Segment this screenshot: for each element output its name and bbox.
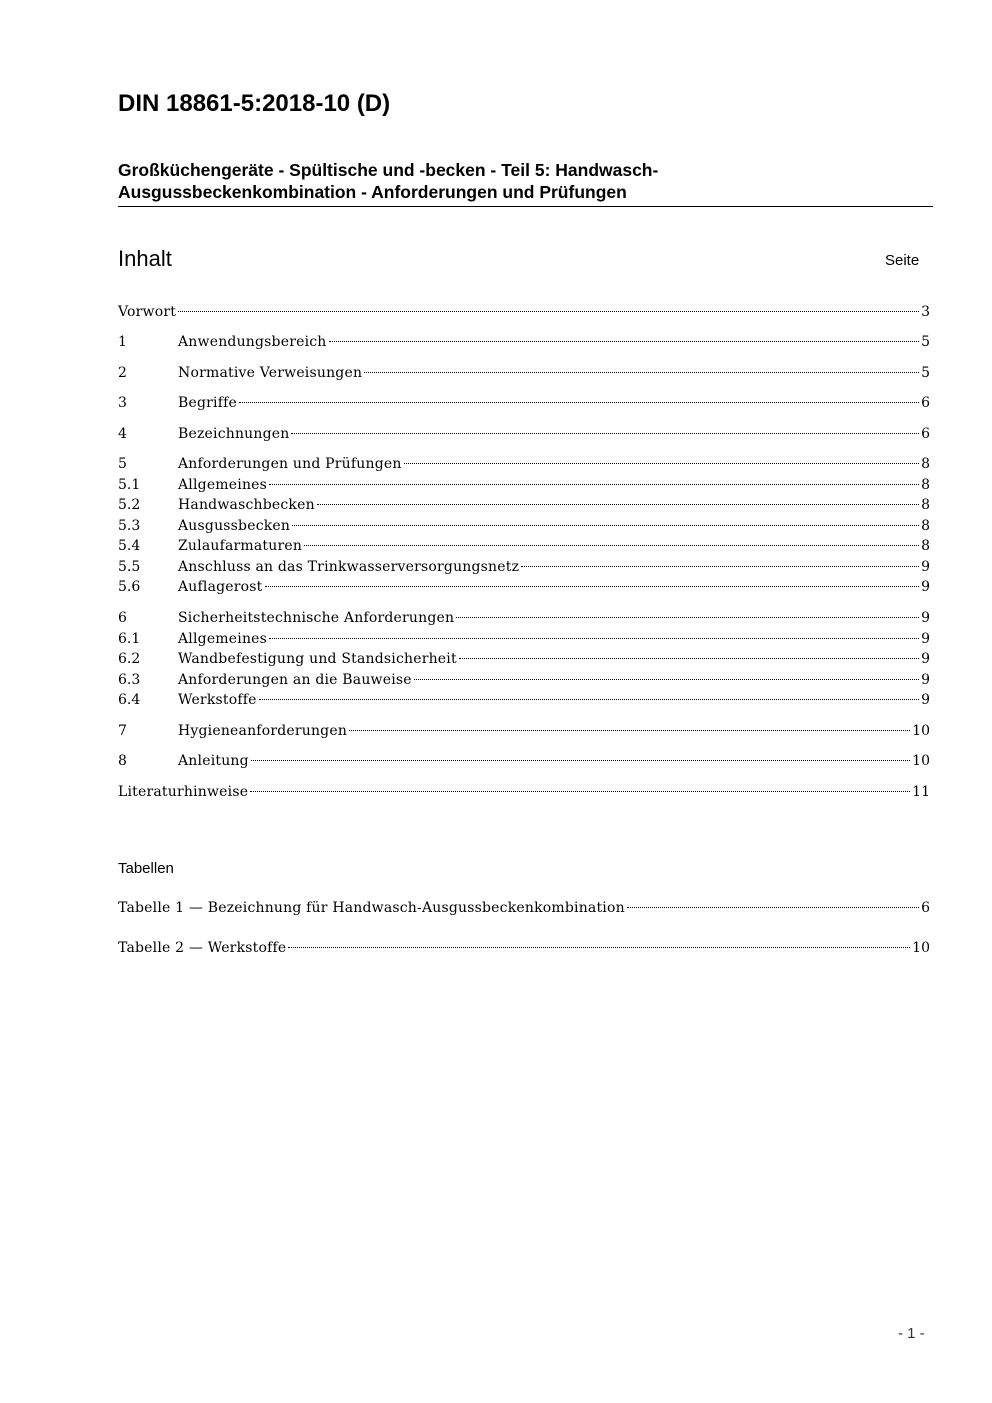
toc-entry-page: 8 [921, 538, 930, 554]
toc-entry-title: Begriffe [178, 395, 237, 411]
toc-entry-number: 6.1 [118, 631, 141, 647]
toc-entry-page: 9 [921, 559, 930, 575]
toc-entry-page: 9 [921, 651, 930, 667]
toc-entry-number: 1 [118, 334, 127, 350]
toc-entry-page: 9 [921, 692, 930, 708]
toc-entry-title: Anforderungen und Prüfungen [178, 456, 402, 472]
toc-entry-number: 6.3 [118, 672, 141, 688]
tables-heading: Tabellen [118, 860, 174, 877]
toc-entry-page: 8 [921, 456, 930, 472]
toc-entry-title: Allgemeines [178, 631, 268, 647]
toc-entry-number: 2 [118, 365, 127, 381]
toc-entry-number: 5 [118, 456, 127, 472]
toc-dot-leader [291, 433, 919, 434]
toc-dot-leader [251, 760, 910, 761]
footer-page-number: - 1 - [898, 1325, 925, 1342]
document-title-line-1: Großküchengeräte - Spültische und -becken - Teil 5: Handwasch- [118, 160, 659, 180]
toc-dot-leader [521, 566, 919, 567]
toc-dot-leader [265, 586, 920, 587]
toc-entry-page: 10 [912, 723, 930, 739]
toc-entry-3[interactable] [118, 393, 930, 414]
toc-entry-title: Vorwort [118, 304, 177, 320]
toc-entry-title: Wandbefestigung und Standsicherheit [178, 651, 457, 667]
toc-entry-8[interactable] [118, 751, 930, 772]
toc-dot-leader [269, 484, 919, 485]
tables-entry-title: Tabelle 1 — Bezeichnung für Handwasch-Ausgussbeckenkombination [118, 900, 625, 916]
document-title-line-2: Ausgussbeckenkombination - Anforderungen und Prüfungen [118, 182, 627, 202]
toc-entry-1[interactable] [118, 332, 930, 353]
toc-entry-literaturhinweise[interactable] [118, 782, 930, 803]
toc-dot-leader [404, 463, 920, 464]
toc-dot-leader [349, 730, 910, 731]
toc-entry-page: 11 [912, 784, 930, 800]
toc-entry-number: 5.5 [118, 559, 141, 575]
toc-entry-page: 9 [921, 631, 930, 647]
toc-entry-page: 10 [912, 753, 930, 769]
toc-entry-title: Handwaschbecken [178, 497, 315, 513]
toc-entry-number: 3 [118, 395, 127, 411]
toc-dot-leader [292, 525, 919, 526]
toc-dot-leader [304, 545, 919, 546]
toc-entry-6-1[interactable] [118, 629, 930, 650]
contents-heading: Inhalt [118, 246, 172, 271]
toc-entry-7[interactable] [118, 721, 930, 742]
toc-entry-number: 4 [118, 426, 127, 442]
toc-entry-5-1[interactable] [118, 475, 930, 496]
toc-entry-page: 9 [921, 579, 930, 595]
toc-dot-leader [329, 341, 920, 342]
toc-entry-5[interactable] [118, 454, 930, 475]
toc-entry-5-6[interactable] [118, 577, 930, 598]
toc-entry-number: 7 [118, 723, 127, 739]
toc-entry-number: 8 [118, 753, 127, 769]
toc-entry-title: Zulaufarmaturen [178, 538, 303, 554]
toc-entry-number: 5.1 [118, 477, 141, 493]
toc-entry-number: 5.4 [118, 538, 141, 554]
toc-dot-leader [250, 791, 910, 792]
toc-entry-number: 6 [118, 610, 127, 626]
toc-entry-title: Werkstoffe [178, 692, 257, 708]
page-column-label: Seite [885, 252, 920, 269]
toc-entry-6-3[interactable] [118, 670, 930, 691]
toc-entry-5-5[interactable] [118, 557, 930, 578]
toc-entry-page: 5 [921, 365, 930, 381]
toc-entry-title: Sicherheitstechnische Anforderungen [178, 610, 455, 626]
toc-entry-5-4[interactable] [118, 536, 930, 557]
toc-entry-4[interactable] [118, 424, 930, 445]
document-title [118, 159, 933, 207]
toc-dot-leader [317, 504, 919, 505]
toc-entry-title: Literaturhinweise [118, 784, 249, 800]
tables-entry-title: Tabelle 2 — Werkstoffe [118, 940, 287, 956]
toc-entry-page: 8 [921, 497, 930, 513]
toc-entry-5-3[interactable] [118, 516, 930, 537]
toc-entry-6[interactable] [118, 608, 930, 629]
document-number: DIN 18861-5:2018-10 (D) [118, 90, 391, 117]
toc-entry-title: Anforderungen an die Bauweise [178, 672, 412, 688]
toc-entry-number: 5.3 [118, 518, 141, 534]
toc-entry-number: 6.4 [118, 692, 141, 708]
toc-dot-leader [239, 402, 919, 403]
tables-entry-1[interactable] [118, 898, 930, 919]
toc-entry-title: Bezeichnungen [178, 426, 290, 442]
toc-entry-page: 8 [921, 518, 930, 534]
toc-dot-leader [364, 372, 919, 373]
toc-entry-title: Allgemeines [178, 477, 268, 493]
toc-dot-leader [259, 699, 919, 700]
toc-dot-leader [627, 907, 919, 908]
toc-entry-2[interactable] [118, 363, 930, 384]
toc-entry-6-4[interactable] [118, 690, 930, 711]
toc-entry-number: 5.2 [118, 497, 141, 513]
toc-entry-page: 6 [921, 395, 930, 411]
toc-entry-page: 8 [921, 477, 930, 493]
toc-entry-page: 9 [921, 672, 930, 688]
toc-dot-leader [456, 617, 919, 618]
toc-entry-page: 6 [921, 426, 930, 442]
toc-entry-title: Normative Verweisungen [178, 365, 363, 381]
toc-entry-title: Hygieneanforderungen [178, 723, 348, 739]
tables-entry-2[interactable] [118, 938, 930, 959]
toc-entry-number: 5.6 [118, 579, 141, 595]
toc-entry-number: 6.2 [118, 651, 141, 667]
toc-entry-title: Ausgussbecken [178, 518, 291, 534]
toc-entry-page: 3 [921, 304, 930, 320]
toc-dot-leader [288, 947, 910, 948]
tables-entry-page: 6 [921, 900, 930, 916]
toc-entry-title: Anschluss an das Trinkwasserversorgungsnetz [178, 559, 520, 575]
toc-entry-5-2[interactable] [118, 495, 930, 516]
toc-entry-6-2[interactable] [118, 649, 930, 670]
toc-entry-vorwort[interactable] [118, 302, 930, 323]
toc-entry-page: 5 [921, 334, 930, 350]
toc-entry-title: Anleitung [178, 753, 249, 769]
tables-entry-page: 10 [912, 940, 930, 956]
toc-entry-title: Anwendungsbereich [178, 334, 327, 350]
toc-dot-leader [269, 638, 919, 639]
toc-dot-leader [178, 311, 919, 312]
toc-entry-title: Auflagerost [178, 579, 263, 595]
toc-entry-page: 9 [921, 610, 930, 626]
toc-dot-leader [459, 658, 919, 659]
toc-dot-leader [414, 679, 919, 680]
